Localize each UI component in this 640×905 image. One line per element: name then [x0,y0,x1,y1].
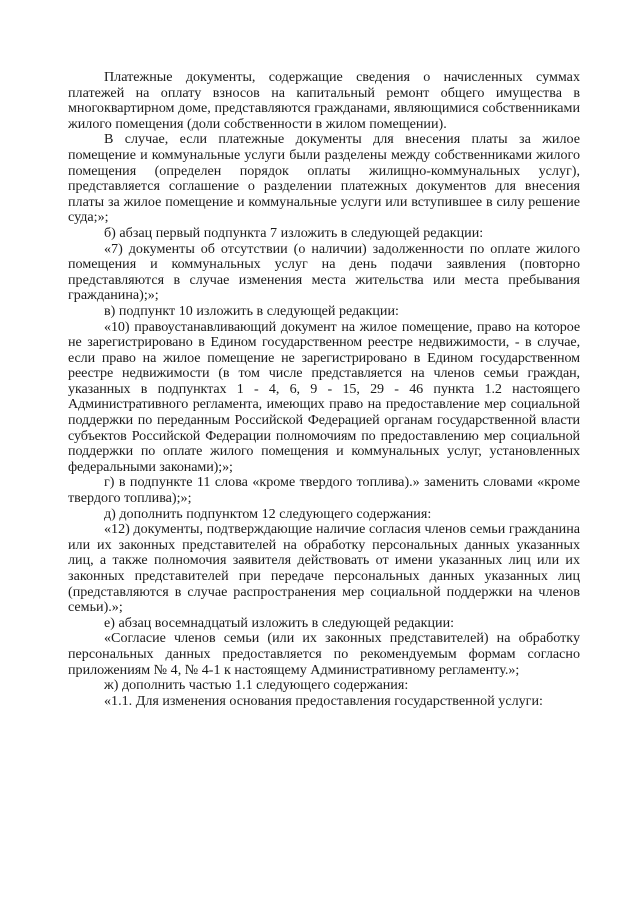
paragraph-split-payment-documents: В случае, если платежные документы для внесения платы за жилое помещение и коммунальные услуги были разделены между собственниками жилого помещения (определен порядок оплаты жилищно-коммунальных услуг), представляется соглашение о разделении платежных документов для внесения платы за жилое помещение и коммунальные услуги или вступившее в силу решение суда;»; [68,131,580,226]
paragraph-subitem-7: «7) документы об отсутствии (о наличии) задолженности по оплате жилого помещения и коммунальных услуг на день подачи заявления (повторно представляются в случае изменения места жительства или места пребывания гражданина);»; [68,240,580,304]
paragraph-amendment-v: в) подпункт 10 изложить в следующей редакции: [104,302,399,319]
paragraph-amendment-g: г) в подпункте 11 слова «кроме твердого топлива).» заменить словами «кроме твердого топлива);»; [68,474,580,507]
paragraph-amendment-d: д) дополнить подпунктом 12 следующего содержания: [104,505,432,522]
paragraph-amendment-zh: ж) дополнить частью 1.1 следующего содержания: [104,677,409,694]
paragraph-subitem-12: «12) документы, подтверждающие наличие согласия членов семьи гражданина или их законных представителей на обработку персональных данных указанных лиц, а также полномочия заявителя действовать от имени указанных лиц или их законных представителей при передаче персональных данных указанных лиц (представляются в случае распространения мер социальной поддержки на членов семьи).»; [68,521,580,616]
paragraph-amendment-e: е) абзац восемнадцатый изложить в следующей редакции: [104,614,455,631]
document-page [68,70,580,709]
paragraph-amendment-b: б) абзац первый подпункта 7 изложить в следующей редакции: [104,224,484,241]
paragraph-subitem-10: «10) правоустанавливающий документ на жилое помещение, право на которое не зарегистрировано в Едином государственном реестре недвижимости, - в случае, если право на жилое помещение не зарегистрировано в Едином государственном реестре недвижимости (в том числе представляется на членов семьи граждан, указанных в подпунктах 1 - 4, 6, 9 - 15, 29 - 46 пункта 1.2 настоящего Административного регламента, имеющих право на предоставление мер социальной поддержки по переданным Российской Федерацией органам государственной власти субъектов Российской Федерации полномочиям по предоставлению мер социальной поддержки по оплате жилого помещения и коммунальных услуг, установленных федеральными законами);»; [68,318,580,475]
paragraph-part-1-1: «1.1. Для изменения основания предоставления государственной услуги: [104,692,543,709]
paragraph-consent: «Согласие членов семьи (или их законных представителей) на обработку персональных данных предоставляется по рекомендуемым формам согласно приложениям № 4, № 4-1 к настоящему Административному регламенту.»; [68,630,580,678]
paragraph-payment-documents: Платежные документы, содержащие сведения о начисленных суммах платежей на оплату взносов на капитальный ремонт общего имущества в многоквартирном доме, представляются гражданами, являющимися собственниками жилого помещения (доли собственности в жилом помещении). [68,69,580,132]
